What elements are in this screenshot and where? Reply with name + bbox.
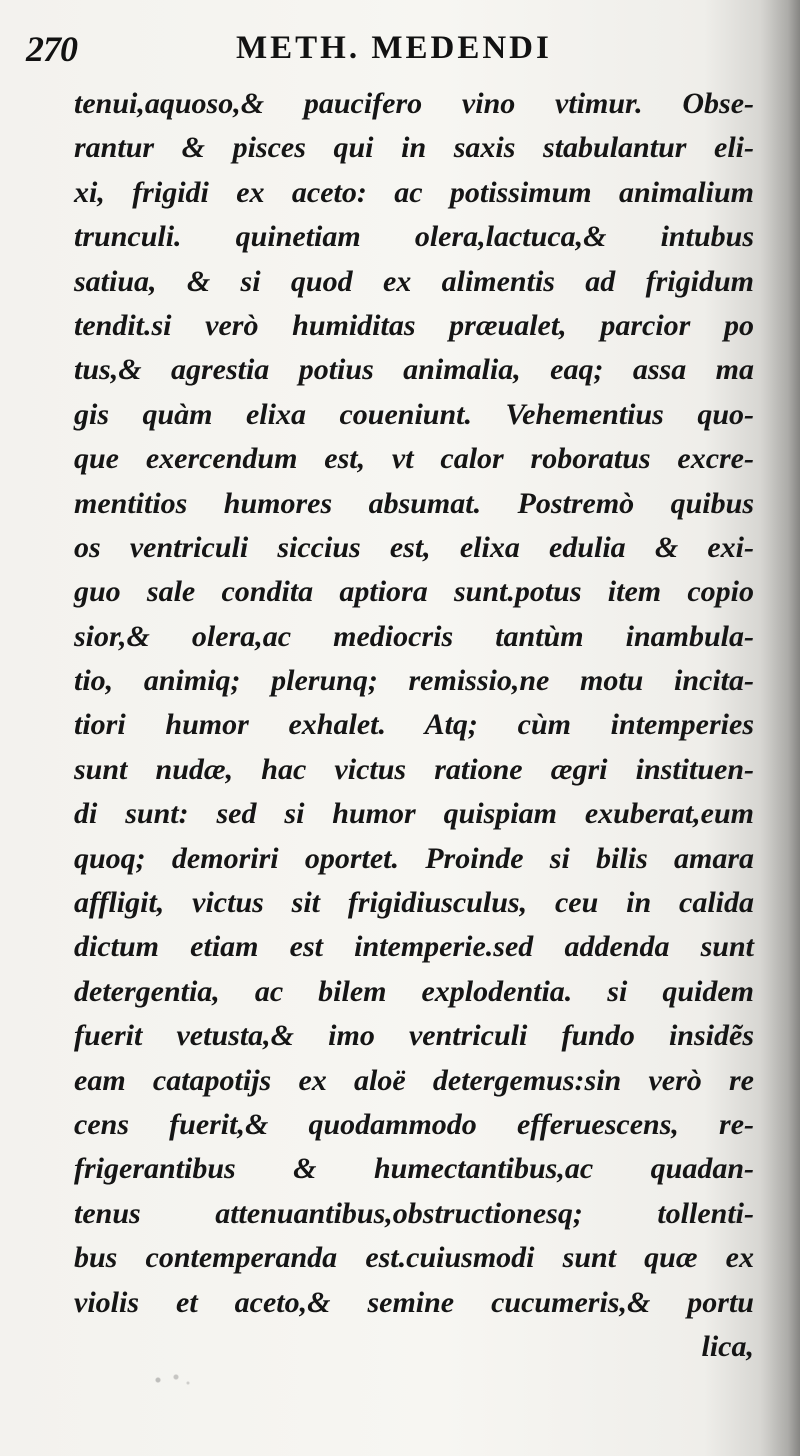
text-line: xi, frigidi ex aceto: ac potissimum animalium <box>74 175 754 209</box>
text-line: tenus attenuantibus,obstructionesq; tollenti- <box>74 1196 754 1230</box>
gutter-shadow <box>760 0 800 1456</box>
text-line: rantur & pisces qui in saxis stabulantur eli- <box>74 131 754 165</box>
page-number: 270 <box>26 29 77 69</box>
ink-speckle <box>140 1365 200 1395</box>
text-line: frigerantibus & humectantibus,ac quadan- <box>74 1152 754 1186</box>
text-line: tenui,aquoso,& paucifero vino vtimur. Obse- <box>74 87 754 120</box>
text-line: sunt nudæ, hac victus ratione ægri instituen- <box>74 752 754 786</box>
text-line: sior,& olera,ac mediocris tantùm inambula- <box>74 619 754 653</box>
body-text <box>74 82 754 1369</box>
text-line: detergentia, ac bilem explodentia. si quidem <box>74 974 754 1008</box>
text-line: affligit, victus sit frigidiusculus, ceu in calida <box>74 886 754 920</box>
text-line: dictum etiam est intemperie.sed addenda sunt <box>74 930 754 964</box>
text-line: tiori humor exhalet. Atq; cùm intemperies <box>74 708 754 742</box>
page-header <box>26 22 766 72</box>
text-line: bus contemperanda est.cuiusmodi sunt quæ ex <box>74 1241 754 1275</box>
text-line: fuerit vetusta,& imo ventriculi fundo insidẽs <box>74 1019 754 1053</box>
text-line: tus,& agrestia potius animalia, eaq; assa ma <box>74 353 754 387</box>
text-line: gis quàm elixa coueniunt. Vehementius quo- <box>74 397 754 431</box>
text-line: guo sale condita aptiora sunt.potus item copio <box>74 575 754 609</box>
text-line: que exercendum est, vt calor roboratus excre- <box>74 442 754 476</box>
text-line: eam catapotijs ex aloë detergemus:sin verò re <box>74 1063 754 1097</box>
text-line: mentitios humores absumat. Postremò quibus <box>74 486 754 520</box>
running-head: METH. MEDENDI <box>236 30 552 66</box>
text-line: quoq; demoriri oportet. Proinde si bilis amara <box>74 841 754 875</box>
text-line: tio, animiq; plerunq; remissio,ne motu incita- <box>74 664 754 698</box>
text-line: trunculi. quinetiam olera,lactuca,& intubus <box>74 220 754 254</box>
text-line: tendit.si verò humiditas præualet, parcior po <box>74 308 754 342</box>
text-line: violis et aceto,& semine cucumeris,& portu <box>74 1285 754 1319</box>
text-line: di sunt: sed si humor quispiam exuberat,eum <box>74 797 754 831</box>
text-line: lica, <box>701 1329 754 1363</box>
text-line: cens fuerit,& quodammodo efferuescens, re- <box>74 1107 754 1141</box>
text-line: os ventriculi siccius est, elixa edulia & exi- <box>74 530 754 564</box>
text-line: satiua, & si quod ex alimentis ad frigidum <box>74 264 754 298</box>
